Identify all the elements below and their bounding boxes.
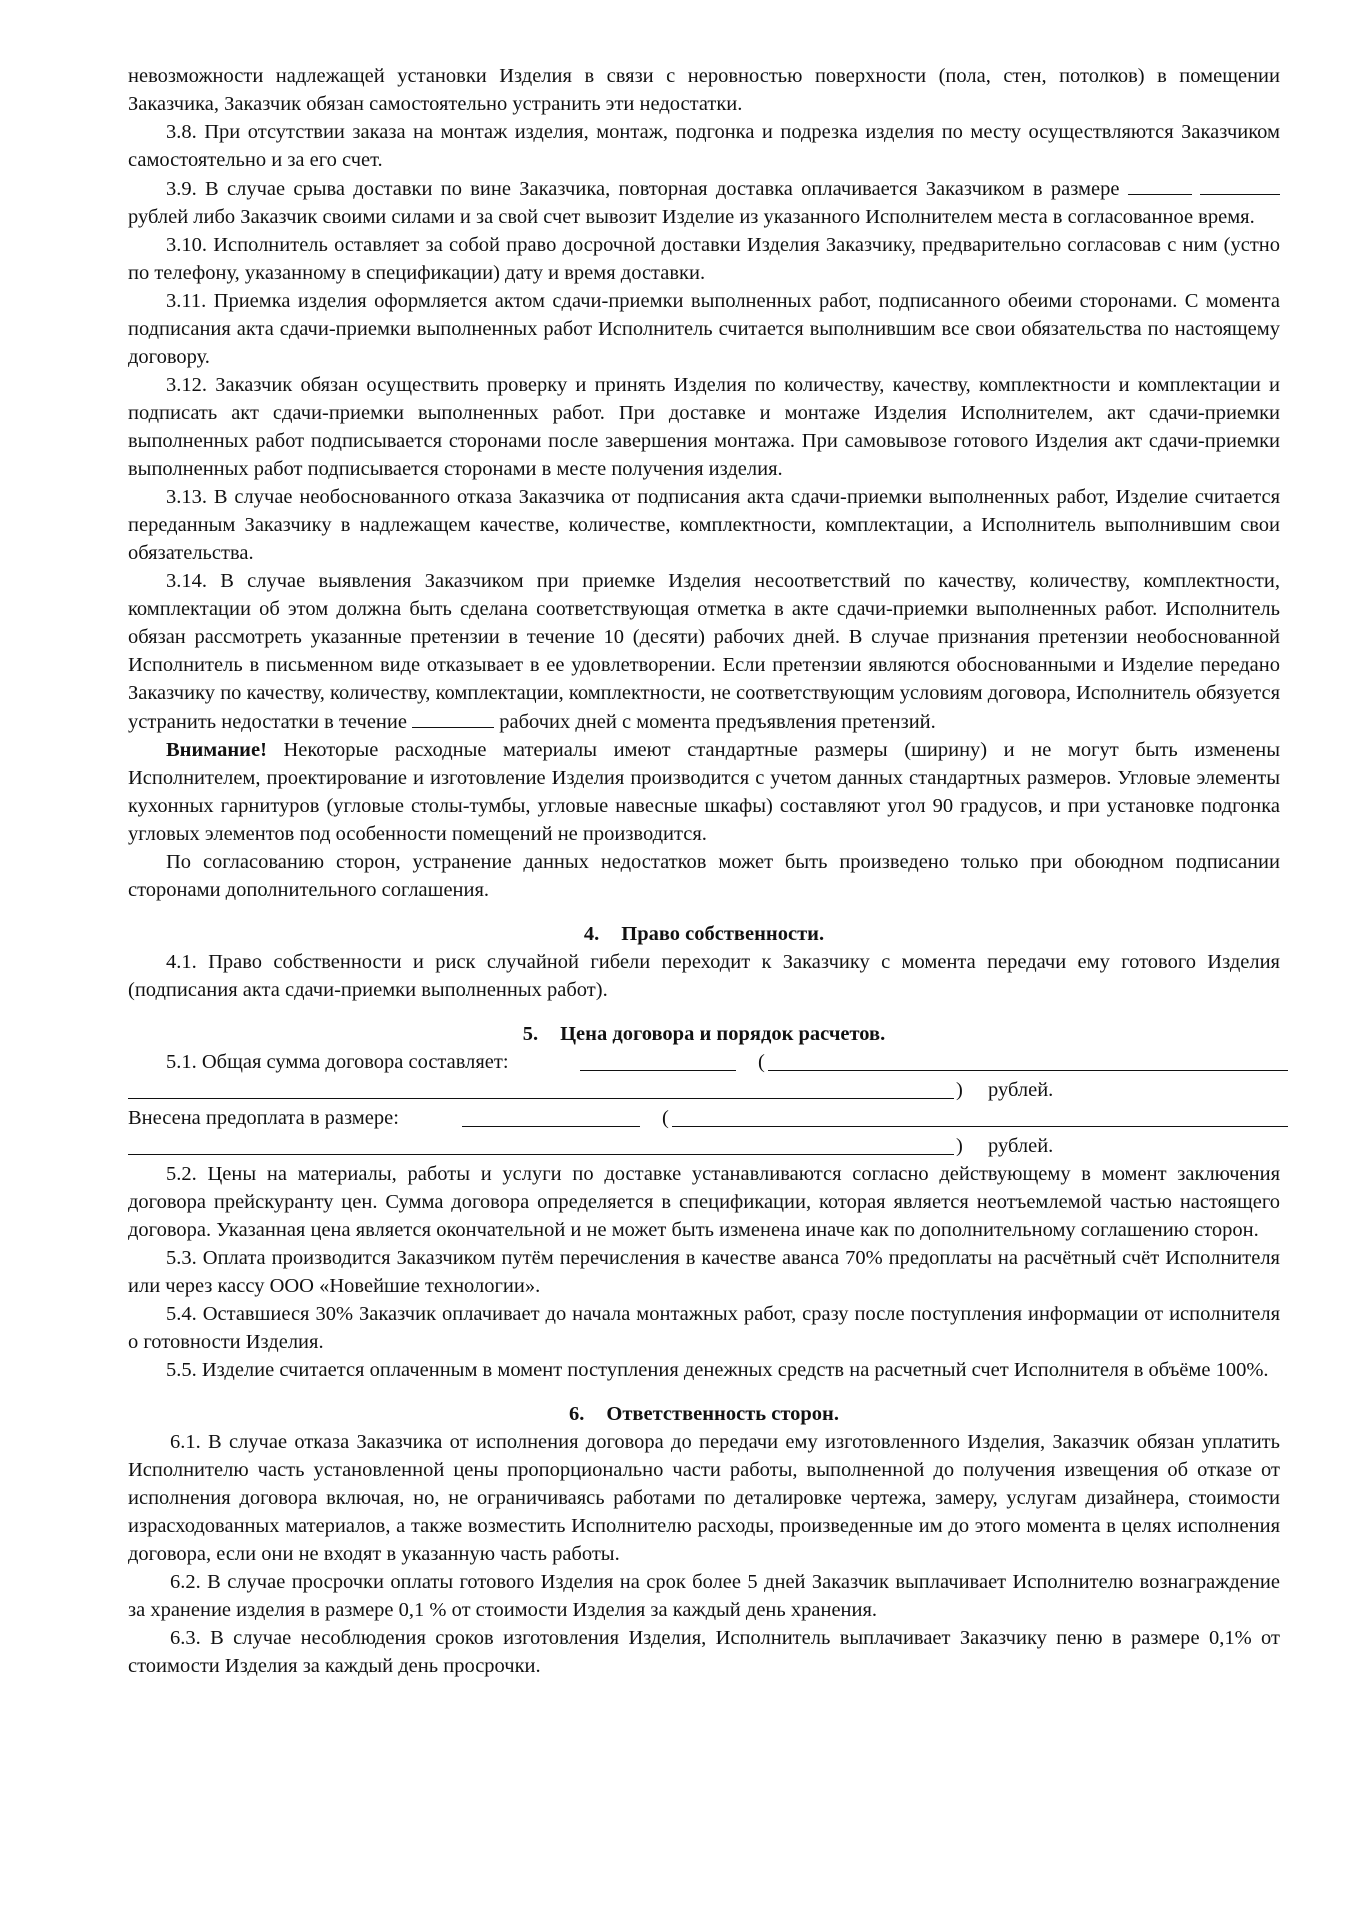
total-sum-words-blank[interactable] <box>768 1070 1288 1071</box>
clause-5-3: 5.3. Оплата производится Заказчиком путём перечисления в качестве аванса 70% предоплаты на расчётный счёт Исполнителя или через кассу ООО «Новейшие технологии». <box>128 1247 1280 1297</box>
attention-text: Некоторые расходные материалы имеют стандартные размеры (ширину) и не могут быть изменены Исполнителем, проектирование и изготовление Изделия производится с учетом данных стандартных размеров. Угловые элементы кухонных гарнитуров (угловые столы-тумбы, угловые навесные шкафы) составляют угол 90 градусов, и при установке подгонка угловых элементов под особенности помещений не производится. <box>128 739 1280 845</box>
clause-5-5: 5.5. Изделие считается оплаченным в момент поступления денежных средств на расчетный счет Исполнителя в объёме 100%. <box>166 1359 1269 1381</box>
clause-3-9 <box>128 174 1280 231</box>
total-sum-paren-open: ( <box>758 1051 765 1073</box>
total-sum-label: 5.1. Общая сумма договора составляет: <box>166 1051 509 1073</box>
section-6-title: Ответственность сторон. <box>606 1403 839 1425</box>
total-sum-row-2 <box>128 1076 1280 1104</box>
clause-3-13: 3.13. В случае необоснованного отказа Заказчика от подписания акта сдачи-приемки выполненных работ, Изделие считается переданным Заказчику в надлежащем качестве, количестве, комплектности, комплектации, а Исполнитель выполнившим свои обязательства. <box>128 486 1280 564</box>
prepayment-paren-open: ( <box>662 1107 669 1129</box>
attention-note <box>128 736 1280 848</box>
clause-3-10: 3.10. Исполнитель оставляет за собой право досрочной доставки Изделия Заказчику, предварительно согласовав с ним (устно по телефону, указанному в спецификации) дату и время доставки. <box>128 234 1280 284</box>
prepayment-row-2 <box>128 1132 1280 1160</box>
prepayment-currency: рублей. <box>988 1135 1054 1157</box>
attention-label: Внимание! <box>166 739 267 761</box>
clause-3-12: 3.12. Заказчик обязан осуществить проверку и принять Изделия по количеству, качеству, комплектности и комплектации и подписать акт сдачи-приемки выполненных работ. При доставке и монтаже Изделия Исполнителем, акт сдачи-приемки выполненных работ подписывается сторонами после завершения монтажа. При самовывозе готового Изделия акт сдачи-приемки выполненных работ подписывается сторонами в месте получения изделия. <box>128 374 1280 480</box>
redelivery-fee-blank[interactable] <box>1128 174 1192 195</box>
section-6-heading <box>128 1400 1280 1428</box>
clause-3-14-text-b: рабочих дней с момента предъявления претензий. <box>499 711 936 733</box>
clause-6-2: 6.2. В случае просрочки оплаты готового Изделия на срок более 5 дней Заказчик выплачивает Исполнителю вознаграждение за хранение изделия в размере 0,1 % от стоимости Изделия за каждый день хранения. <box>128 1571 1280 1621</box>
section-4-heading <box>128 920 1280 948</box>
clause-3-14 <box>128 567 1280 736</box>
total-sum-row <box>128 1048 1280 1076</box>
prepayment-label: Внесена предоплата в размере: <box>128 1107 399 1129</box>
section-5-number: 5. <box>522 1023 539 1045</box>
section-4-title: Право собственности. <box>621 923 825 945</box>
prepayment-number-blank[interactable] <box>462 1126 640 1127</box>
section-5-title: Цена договора и порядок расчетов. <box>560 1023 886 1045</box>
total-sum-number-blank[interactable] <box>580 1070 736 1071</box>
section-gap <box>128 1384 1280 1400</box>
clause-6-3: 6.3. В случае несоблюдения сроков изготовления Изделия, Исполнитель выплачивает Заказчику пеню в размере 0,1% от стоимости Изделия за каждый день просрочки. <box>128 1627 1280 1677</box>
prepayment-paren-close: ) <box>956 1135 963 1157</box>
clause-3-8: 3.8. При отсутствии заказа на монтаж изделия, монтаж, подгонка и подрезка изделия по месту осуществляются Заказчиком самостоятельно и за его счет. <box>128 121 1280 171</box>
clause-5-4: 5.4. Оставшиеся 30% Заказчик оплачивает до начала монтажных работ, сразу после поступления информации от исполнителя о готовности Изделия. <box>128 1303 1280 1353</box>
clause-3-9-text-a: 3.9. В случае срыва доставки по вине Заказчика, повторная доставка оплачивается Заказчиком в размере <box>166 178 1120 200</box>
section-gap <box>128 1004 1280 1020</box>
prepayment-row <box>128 1104 1280 1132</box>
total-sum-words-blank-2[interactable] <box>128 1098 954 1099</box>
total-sum-currency: рублей. <box>988 1079 1054 1101</box>
fix-days-blank[interactable] <box>412 707 494 728</box>
section-6-number: 6. <box>569 1403 585 1425</box>
agreement-note: По согласованию сторон, устранение данных недостатков может быть произведено только при обоюдном подписании сторонами дополнительного соглашения. <box>128 851 1280 901</box>
prepayment-words-blank[interactable] <box>672 1126 1288 1127</box>
redelivery-fee-blank-2[interactable] <box>1200 174 1280 195</box>
paragraph-continuation: невозможности надлежащей установки Изделия в связи с неровностью поверхности (пола, стен, потолков) в помещении Заказчика, Заказчик обязан самостоятельно устранить эти недостатки. <box>128 65 1280 115</box>
clause-4-1: 4.1. Право собственности и риск случайной гибели переходит к Заказчику с момента передачи ему готового Изделия (подписания акта сдачи-приемки выполненных работ). <box>128 951 1280 1001</box>
section-gap <box>128 904 1280 920</box>
clause-3-11: 3.11. Приемка изделия оформляется актом сдачи-приемки выполненных работ, подписанного обеими сторонами. С момента подписания акта сдачи-приемки выполненных работ Исполнитель считается выполнившим все свои обязательства по настоящему договору. <box>128 290 1280 368</box>
total-sum-paren-close: ) <box>956 1079 963 1101</box>
section-4-number: 4. <box>583 923 600 945</box>
clause-3-9-text-b: рублей либо Заказчик своими силами и за свой счет вывозит Изделие из указанного Исполнителем места в согласованное время. <box>128 206 1255 228</box>
clause-5-2: 5.2. Цены на материалы, работы и услуги по доставке устанавливаются согласно действующему в момент заключения договора прейскуранту цен. Сумма договора определяется в спецификации, которая является неотъемлемой частью настоящего договора. Указанная цена является окончательной и не может быть изменена иначе как по дополнительному соглашению сторон. <box>128 1163 1280 1241</box>
prepayment-words-blank-2[interactable] <box>128 1154 954 1155</box>
clause-6-1: 6.1. В случае отказа Заказчика от исполнения договора до передачи ему изготовленного Изделия, Заказчик обязан уплатить Исполнителю часть установленной цены пропорционально части работы, выполненной до получения извещения об отказе от исполнения договора включая, но, не ограничиваясь работами по деталировке чертежа, замеру, услугам дизайнера, стоимости израсходованных материалов, а также возместить Исполнителю расходы, произведенные им до этого момента в целях исполнения договора, если они не входят в указанную часть работы. <box>128 1431 1280 1565</box>
section-5-heading <box>128 1020 1280 1048</box>
clause-3-14-text-a: 3.14. В случае выявления Заказчиком при приемке Изделия несоответствий по качеству, количеству, комплектности, комплектации об этом должна быть сделана соответствующая отметка в акте сдачи-приемки выполненных работ. Исполнитель обязан рассмотреть указанные претензии в течение 10 (десяти) рабочих дней. В случае признания претензии необоснованной Исполнитель в письменном виде отказывает в ее удовлетворении. Если претензии являются обоснованными и Изделие передано Заказчику по качеству, количеству, комплектации, комплектности, не соответствующим условиям договора, Исполнитель обязуется устранить недостатки в течение <box>128 570 1280 733</box>
